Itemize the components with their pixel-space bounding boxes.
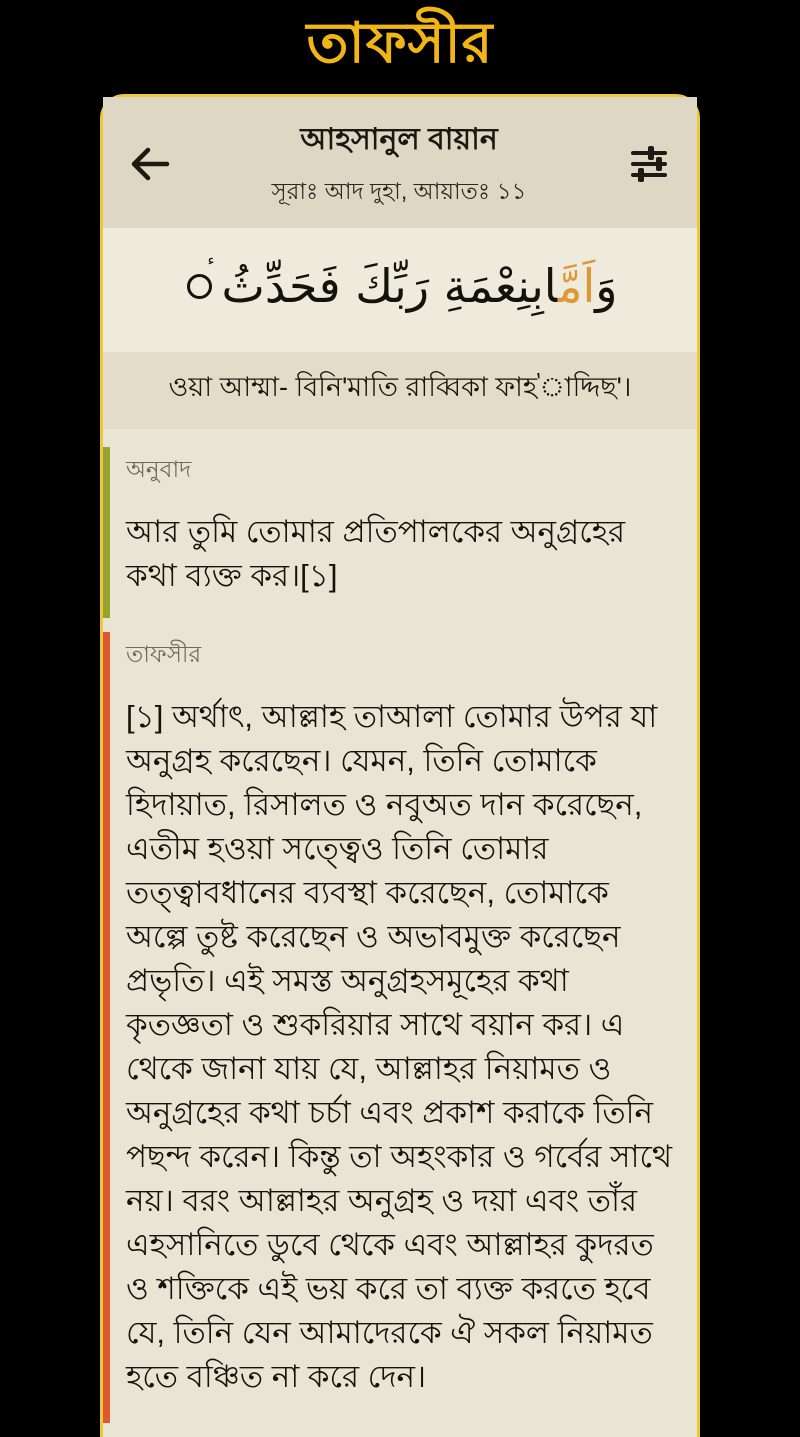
card-body: [103, 429, 697, 1437]
tafsir-label: তাফসীর: [126, 640, 202, 667]
arabic-rest: ‍ابِنِعْمَةِ رَبِّكَ فَحَدِّثُ: [221, 259, 558, 313]
back-arrow-icon: [127, 144, 173, 184]
header-text-block: [173, 115, 625, 212]
ayah-end-marker: [187, 251, 215, 299]
transliteration-strip: [103, 352, 697, 429]
tafsir-card: [100, 94, 700, 1437]
arabic-verse-text: [123, 251, 677, 316]
tune-sliders-icon: [625, 140, 673, 188]
ayah-end-mark-glyph: ء: [207, 251, 215, 269]
page-title: তাফসীর: [306, 11, 494, 74]
arabic-highlight: اَمَّ‍: [557, 259, 596, 313]
translation-section: [103, 447, 683, 618]
card-header: [103, 97, 697, 228]
settings-button[interactable]: [625, 140, 673, 188]
translation-label: অনুবাদ: [126, 455, 192, 482]
transliteration-text: ওয়া আম্মা- বিনি'মাতি রাব্বিকা ফাহ'াদ্দিছ'।: [168, 371, 632, 402]
translation-text: আর তুমি তোমার প্রতিপালকের অনুগ্রহের কথা ব্যক্ত কর।[১]: [126, 513, 626, 593]
tafsir-text: [১] অর্থাৎ, আল্লাহ তাআলা তোমার উপর যা অনুগ্রহ করেছেন। যেমন, তিনি তোমাকে হিদায়াত, রিসালত ও নবুঅত দান করেছেন, এতীম হওয়া সত্ত্বেও তিনি তোমার তত্ত্বাবধানের ব্যবস্থা করেছেন, তোমাকে অল্পে তুষ্ট করেছেন ও অভাবমুক্ত করেছেন প্রভৃতি। এই সমস্ত অনুগ্রহসমূহের কথা কৃতজ্ঞতা ও শুকরিয়ার সাথে বয়ান কর। এ থেকে জানা যায় যে, আল্লাহর নিয়ামত ও অনুগ্রহের কথা চর্চা এবং প্রকাশ করাকে তিনি পছন্দ করেন। কিন্তু তা অহংকার ও গর্বের সাথে নয়। বরং আল্লাহর অনুগ্রহ ও দয়া এবং তাঁর এহসানিতে ডুবে থেকে এবং আল্লাহর কুদরত ও শক্তিকে এই ভয় করে তা ব্যক্ত করতে হবে যে, তিনি যেন আমাদেরকে ঐ সকল নিয়ামত হতে বঞ্চিত না করে দেন।: [126, 698, 673, 1394]
back-button[interactable]: [127, 144, 173, 184]
surah-ayah-subtitle: সূরাঃ আদ দুহা, আয়াতঃ ১১: [271, 178, 527, 204]
arabic-prefix: وَ: [595, 259, 618, 313]
title-bar: [0, 0, 800, 94]
tafsir-book-title: আহসানুল বায়ান: [300, 123, 498, 156]
tafsir-section: [103, 632, 683, 1423]
arabic-verse-section: [103, 228, 697, 352]
